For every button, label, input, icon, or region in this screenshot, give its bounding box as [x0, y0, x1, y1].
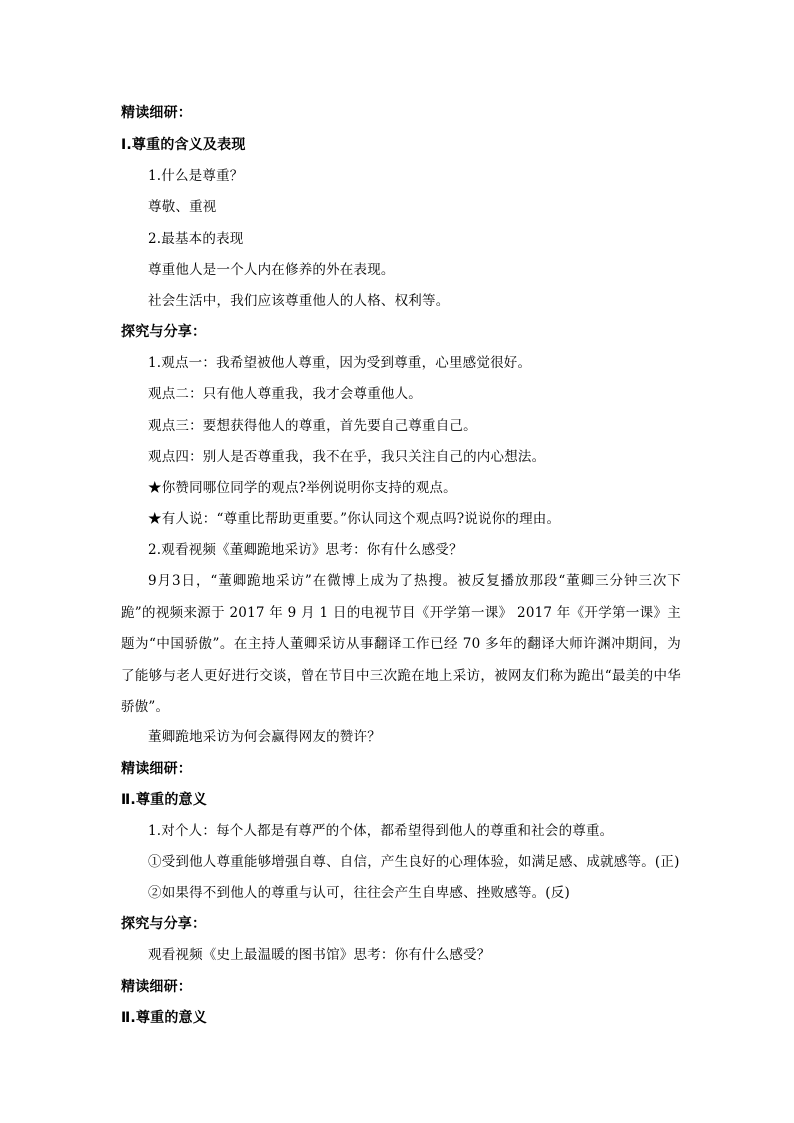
story-paragraph: 9月3日，“董卿跪地采访”在微博上成为了热搜。被反复播放那段“董卿三分钟三次下跪”的视频来源于 2017 年 9 月 1 日的电视节目《开学第一课》 2017 年《开学第一课》主题为“中国骄傲”。在主持人董卿采访从事翻译工作已经 70 多年的翻译大师许渊冲期间，为了能够与老人更好进行交谈，曾在节目中三次跪在地上采访，被网友们称为跪出“最美的中华骄傲”。 — [121, 573, 681, 715]
answer-line: 尊敬、重视 — [148, 199, 217, 215]
question-line: 2.观看视频《董卿跪地采访》思考：你有什么感受？ — [148, 542, 463, 558]
section-heading: 精读细研： — [121, 105, 192, 121]
viewpoint-line: 观点三：要想获得他人的尊重，首先要自己尊重自己。 — [148, 418, 477, 434]
star-question-line: ★有人说：“尊重比帮助更重要。”你认同这个观点吗?说说你的理由。 — [148, 511, 561, 527]
question-line: 1.什么是尊重？ — [148, 168, 244, 184]
section-heading: 探究与分享： — [121, 916, 207, 932]
question-line: 观看视频《史上最温暖的图书馆》思考：你有什么感受？ — [148, 947, 491, 963]
answer-line: 社会生活中，我们应该尊重他人的人格、权利等。 — [148, 293, 450, 309]
point-line: 1.对个人：每个人都是有尊严的个体，都希望得到他人的尊重和社会的尊重。 — [148, 823, 614, 839]
viewpoint-line: 观点四：别人是否尊重我，我不在乎，我只关注自己的内心想法。 — [148, 449, 546, 465]
point-line: ①受到他人尊重能够增强自尊、自信，产生良好的心理体验，如满足感、成就感等。(正) — [148, 854, 680, 870]
section-heading: 探究与分享： — [121, 324, 207, 340]
section-heading: 精读细研： — [121, 979, 192, 995]
answer-line: 尊重他人是一个人内在修养的外在表现。 — [148, 262, 395, 278]
question-line: 2.最基本的表现 — [148, 231, 244, 247]
section-title: Ⅱ.尊重的意义 — [121, 792, 207, 808]
section-heading: 精读细研： — [121, 761, 192, 777]
viewpoint-line: 1.观点一：我希望被他人尊重，因为受到尊重，心里感觉很好。 — [148, 355, 532, 371]
section-title: Ⅱ.尊重的意义 — [121, 1010, 207, 1026]
question-line: 董卿跪地采访为何会赢得网友的赞许？ — [148, 729, 381, 745]
point-line: ②如果得不到他人的尊重与认可，往往会产生自卑感、挫败感等。(反) — [148, 885, 570, 901]
viewpoint-line: 观点二：只有他人尊重我，我才会尊重他人。 — [148, 386, 422, 402]
star-question-line: ★你赞同哪位同学的观点?举例说明你支持的观点。 — [148, 480, 457, 496]
section-title: Ⅰ.尊重的含义及表现 — [121, 137, 246, 153]
